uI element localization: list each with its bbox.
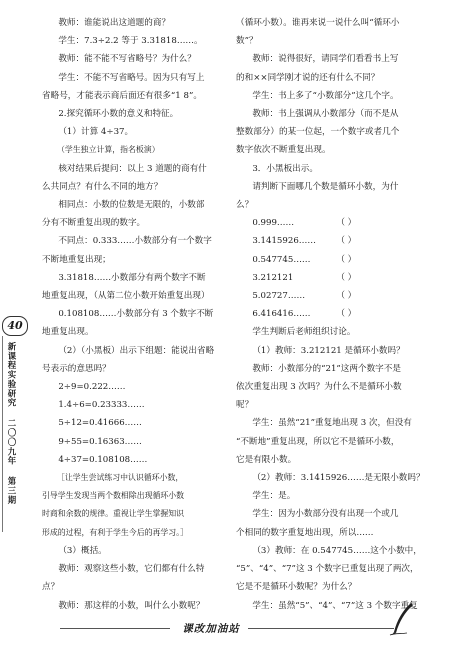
text-line bbox=[236, 251, 448, 269]
text-line: 形成的过程，有利于学生今后的再学习。］ bbox=[42, 527, 188, 537]
footer-label: 课改加油站 bbox=[182, 623, 240, 635]
text-line: 分有不断重复出现的数字。 bbox=[42, 218, 146, 229]
right-column bbox=[236, 14, 448, 615]
text-line: 学生：7.3÷2.2 等于 3.31818……。 bbox=[58, 36, 203, 47]
text-line bbox=[236, 269, 448, 287]
text-line: 0.108108……小数部分有 3 个数字不断 bbox=[58, 309, 214, 320]
text-line: 学生：虽然“21”重复地出现 3 次，但没有 bbox=[252, 418, 412, 429]
text-line: 么？ bbox=[236, 200, 254, 211]
text-line: （1）教师：3.212121 是循环小数吗？ bbox=[252, 345, 405, 356]
text-line: 教师：小数部分的“21”这两个数字不是 bbox=[252, 363, 401, 374]
answer-blank: （ ） bbox=[336, 236, 357, 247]
text-line: 5÷12=0.41666…… bbox=[58, 418, 142, 429]
option-number: 0.999…… bbox=[252, 218, 295, 229]
text-line: 教师：能不能不写省略号？为什么？ bbox=[58, 54, 196, 65]
text-line: 数”？ bbox=[236, 36, 258, 47]
left-column bbox=[42, 14, 222, 615]
text-line: 个相同的数字重复地出现，所以…… bbox=[236, 527, 374, 538]
text-line: （1）计算 4÷37。 bbox=[58, 127, 134, 138]
text-line: 学生：虽然“5”、“4”、“7”这 3 个数字重复 bbox=[252, 600, 418, 611]
text-line: （2）（小黑板）出示下组题：能说出省略 bbox=[58, 345, 215, 356]
text-line: 学生：书上多了“小数部分”这几个字。 bbox=[252, 90, 399, 101]
pen-icon bbox=[389, 602, 415, 636]
text-line: 它是不是循环小数呢？为什么？ bbox=[236, 582, 357, 593]
journal-title bbox=[5, 342, 19, 505]
text-line: 教师：说得很好，请同学们看看书上写 bbox=[252, 54, 399, 65]
journal-name: 新课程实验研究 bbox=[7, 342, 17, 408]
text-line: 地重复出现。 bbox=[42, 327, 94, 338]
option-number: 3.1415926…… bbox=[252, 236, 316, 247]
text-line: 2.探究循环小数的意义和特征。 bbox=[58, 109, 179, 120]
text-line: 1.4÷6=0.23333…… bbox=[58, 400, 145, 411]
text-line: （学生独立计算，指名板演） bbox=[57, 145, 160, 155]
answer-blank: （ ） bbox=[336, 291, 357, 302]
option-number: 0.547745…… bbox=[252, 254, 311, 265]
text-line: 4÷37=0.108108…… bbox=[58, 454, 148, 465]
text-line: 学生：因为小数部分没有出现一个或几 bbox=[252, 509, 399, 520]
text-line: 依次重复出现 3 次吗？为什么不是循环小数 bbox=[236, 382, 402, 393]
footer-rule-left bbox=[60, 628, 170, 629]
text-line: 学生：不能不写省略号。因为只有写上 bbox=[58, 72, 205, 83]
text-line: （3）教师：在 0.547745……这个小数中， bbox=[252, 545, 422, 556]
text-line: 学生：是。 bbox=[252, 491, 296, 502]
text-line: 的和××同学刚才说的还有什么不同？ bbox=[236, 72, 380, 83]
option-number: 5.02727…… bbox=[252, 291, 306, 302]
text-line: “5”、“4”、“7”这 3 个数字已重复出现了两次， bbox=[236, 564, 419, 575]
text-line: ［让学生尝试练习中认识循环小数， bbox=[57, 473, 184, 483]
side-divider bbox=[2, 336, 3, 532]
text-line: 学生判断后老师组织讨论。 bbox=[252, 327, 356, 338]
text-line: 时商和余数的规律。重视让学生掌握知识 bbox=[42, 509, 185, 519]
text-line bbox=[236, 214, 448, 232]
text-line: 点？ bbox=[42, 582, 60, 593]
answer-blank: （ ） bbox=[336, 309, 357, 320]
option-number: 6.416416…… bbox=[252, 309, 311, 320]
text-line: 它是有限小数。 bbox=[236, 454, 297, 465]
text-line: 2÷9=0.222…… bbox=[58, 382, 126, 393]
text-line: 3．小黑板出示。 bbox=[252, 163, 318, 174]
text-line bbox=[236, 287, 448, 305]
text-line: 相同点：小数的位数是无限的，小数部 bbox=[58, 200, 205, 211]
text-line bbox=[236, 305, 448, 323]
text-line: 地重复出现，（从第二位小数开始重复出现） bbox=[42, 291, 210, 302]
text-line: 教师：观察这些小数，它们都有什么特 bbox=[58, 564, 205, 575]
text-line: 不同点：0.333……小数部分有一个数字 bbox=[58, 236, 212, 247]
text-line: 请判断下面哪几个数是循环小数，为什 bbox=[252, 181, 399, 192]
text-line: 呢？ bbox=[236, 400, 254, 411]
text-line: （3）概括。 bbox=[58, 545, 107, 556]
page-number: 40 bbox=[2, 316, 28, 336]
text-line: 教师：那这样的小数，叫什么小数呢？ bbox=[58, 600, 205, 611]
text-line: 3.31818……小数部分有两个数字不断 bbox=[58, 272, 206, 283]
journal-issue: 二〇〇九年 第三期 bbox=[7, 418, 17, 505]
option-number: 3.212121 bbox=[252, 272, 294, 283]
text-line: 9÷55=0.16363…… bbox=[58, 436, 142, 447]
text-line: 教师：谁能说出这道题的商？ bbox=[58, 18, 171, 28]
text-line: 数字依次不断重复出现。 bbox=[236, 145, 331, 156]
text-line: 不断地重复出现； bbox=[42, 254, 111, 265]
text-line: 号表示的意思吗？ bbox=[42, 363, 111, 374]
text-line: “不断地”重复出现，所以它不是循环小数， bbox=[236, 436, 400, 447]
text-line: （2）教师：3.1415926……是无限小数吗？ bbox=[252, 473, 425, 484]
text-line: 核对结果后提问：以上 3 道题的商有什 bbox=[58, 163, 207, 174]
footer-rule-right bbox=[248, 628, 394, 629]
text-line: 整数部分）的某一位起，一个数字或者几个 bbox=[236, 127, 400, 138]
answer-blank: （ ） bbox=[336, 272, 357, 283]
text-line: 教师：书上强调从小数部分（而不是从 bbox=[252, 109, 399, 120]
text-line: 么共同点？有什么不同的地方？ bbox=[42, 181, 163, 192]
text-line bbox=[236, 232, 448, 250]
answer-blank: （ ） bbox=[336, 218, 357, 229]
answer-blank: （ ） bbox=[336, 254, 357, 265]
text-line: （循环小数）。谁再来说一说什么叫“循环小 bbox=[236, 18, 400, 28]
text-line: 引导学生发现当两个数相除出现循环小数 bbox=[42, 491, 185, 501]
text-line: 省略号，才能表示商后面还有很多“1 8”。 bbox=[42, 90, 202, 101]
